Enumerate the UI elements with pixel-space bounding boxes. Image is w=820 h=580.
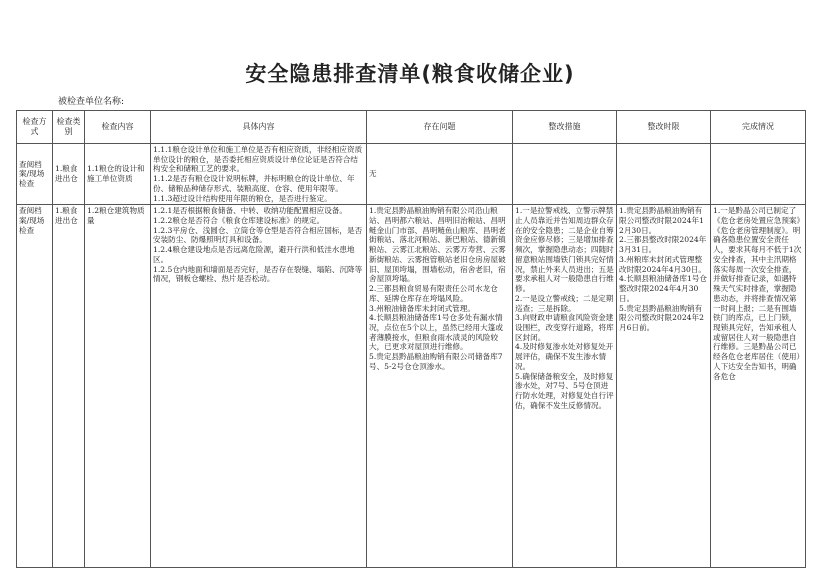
problem-item: 无 (369, 169, 377, 179)
header-measures: 整改措施 (513, 111, 617, 144)
detail-item: 1.2.2粮仓是否符合《粮食仓库建设标准》的规定。 (153, 216, 325, 226)
header-deadline: 整改时限 (617, 111, 711, 144)
problem-item: 4.长顺县粮油储备库1号仓多处有漏水情况，点位在5个以上，虽然已经用大篷或者薄膜接水，但粮食雨水渍灵的风险较大，已更求对屋顶进行维修。 (369, 313, 503, 352)
cell-status (711, 205, 806, 568)
problem-item: 3.州粮油储备库未封闭式管理。 (369, 303, 475, 313)
detail-item: 1.2.3平房仓、浅圆仓、立筒仓等仓型是否符合相应国标，是否安装防尘、防爆照明灯具和设备。 (153, 225, 363, 245)
header-content: 检查内容 (85, 111, 151, 144)
cell-details (151, 205, 367, 568)
cell-status (711, 144, 806, 205)
header-method: 检查方式 (17, 111, 53, 144)
measure-item: 5.确保储备粮安全，及时修复渗水处，对7号、5号仓顶进行防水处理，对修复处自行评估，确保不发生反修情况。 (515, 371, 614, 410)
detail-item: 1.2.4粮仓建设地点是否远离危险源，避开行洪和低洼水患地区。 (153, 245, 355, 264)
measure-item: 4.及时修复渗水处对修复处开展评估，确保不发生渗水情况。 (515, 342, 614, 371)
table-header-row (17, 111, 806, 144)
cell-method: 查阅档案/现场检查 (17, 205, 53, 568)
deadline-item: 5.贵定县黔晶粮油购销有限公司整改时限2024年2月6日前。 (619, 303, 704, 332)
cell-details (151, 144, 367, 205)
header-category: 检查类别 (53, 111, 85, 144)
cell-deadline (617, 144, 711, 205)
header-details: 具体内容 (151, 111, 367, 144)
cell-problems (367, 144, 513, 205)
table-row (17, 144, 806, 205)
deadline-item: 1.贵定县黔晶粮油购销有限公司整改时限2024年12月30日。 (619, 206, 704, 235)
measure-item: 1.一是拉警戒线、立警示牌禁止人员靠近并告知周边群众存在的安全隐患；二是企业自筹资金应修尽修；三是增加排查频次，掌握隐患动态；四随时留意粮站围墙铁门锁具完好情况，禁止外来人员进出；五是要求承租人对一般隐患自行维修。 (515, 206, 614, 294)
detail-item: 1.1.1粮仓设计单位和施工单位是否有相应资质，非经相应资质单位设计的粮仓，是否委托相应资质设计单位论证是否符合结构安全和储粮工艺的要求。 (153, 145, 363, 174)
document-title: 安全隐患排查清单(粮食收储企业) (245, 62, 575, 86)
cell-measures (513, 205, 617, 568)
measure-item: 3.向财政申请粮食风险资金建设围栏，改变穿行道路，将库区封闭。 (515, 313, 614, 342)
detail-item: 1.1.3超过设计结构使用年限的粮仓，是否进行鉴定。 (153, 193, 332, 203)
header-status: 完成情况 (711, 111, 806, 144)
hazard-checklist-table (16, 110, 806, 568)
problem-item: 1.贵定县黔晶粮油购销有限公司沿山粮站、昌明都六粮站、昌明旧治粮站、昌明鲢金山门市部、昌明鲢鱼山粮库、昌明老街粮站、落北河粮站、新巴粮站、德新镇粮站、云雾江北粮站、云雾万寿营、云雾新街粮站、云雾抱管粮站老旧仓房房屋破旧、屋顶垮塌，围墙松动，宿舍老旧，宿舍屋顶垮塌。 (369, 206, 506, 284)
deadline-item: 2.三都县整改时限2024年3月31日。 (619, 235, 707, 255)
cell-problems (367, 205, 513, 568)
detail-item: 1.2.5仓内地面和墙面是否完好，是否存在裂缝、塌陷、沉降等情况，钢板仓螺栓、热片是否松动。 (153, 264, 363, 284)
detail-item: 1.2.1是否根据粮食储备、中转、收纳功能配置相应设备。 (153, 206, 347, 216)
inspected-unit-label: 被检查单位名称: (58, 97, 125, 107)
cell-method: 查阅档案/现场检查 (17, 144, 53, 205)
cell-content: 1.1粮仓的设计和施工单位资质 (85, 144, 151, 205)
cell-deadline (617, 205, 711, 568)
detail-item: 1.1.2是否有粮仓设计说明标牌，并标明粮仓的设计单位、年份、储粮品种储存形式、装粮高度、仓容、使用年限等。 (153, 174, 355, 193)
measure-item: 2.一是设立警戒线；二是定期巡查；三是拆除。 (515, 293, 614, 313)
problem-item: 5.贵定县黔晶粮油购销有限公司储备库7号、5-2号仓仓顶渗水。 (369, 352, 503, 371)
problem-item: 2.三都县粮食贸易有限责任公司水龙仓库、延牌仓库存在垮塌风险。 (369, 284, 498, 303)
cell-category: 1.粮食进出仓 (53, 205, 85, 568)
cell-category: 1.粮食进出仓 (53, 144, 85, 205)
deadline-item: 4.长顺县粮油储备库1号仓整改时限2024年4月30日。 (619, 274, 708, 303)
status-item: 1.一是黔晶公司已制定了《危仓老房处置应急预案》《危仓老房管理制度》。明确各隐患位置安全责任人，要求其每月不低于1次安全排查，其中主汛期格落实每周一次安全排查，并做好排查记录，如遇特殊天气实时排查，掌握隐患动态，并将排查情况第一时间上报；二是有围墙铁门的库点，已上门锁，现锁具完好，告知承租人或留居住人对一般隐患自行维修。三是黔晶公司已经各危仓老库居住（使用）人下达安全告知书，明确各危仓 (713, 206, 802, 381)
header-problems: 存在问题 (367, 111, 513, 144)
deadline-item: 3.州粮库未封闭式管理整改时限2024年4月30日。 (619, 254, 706, 274)
cell-measures (513, 144, 617, 205)
table-row (17, 205, 806, 568)
cell-content: 1.2粮仓建筑物质量 (85, 205, 151, 568)
